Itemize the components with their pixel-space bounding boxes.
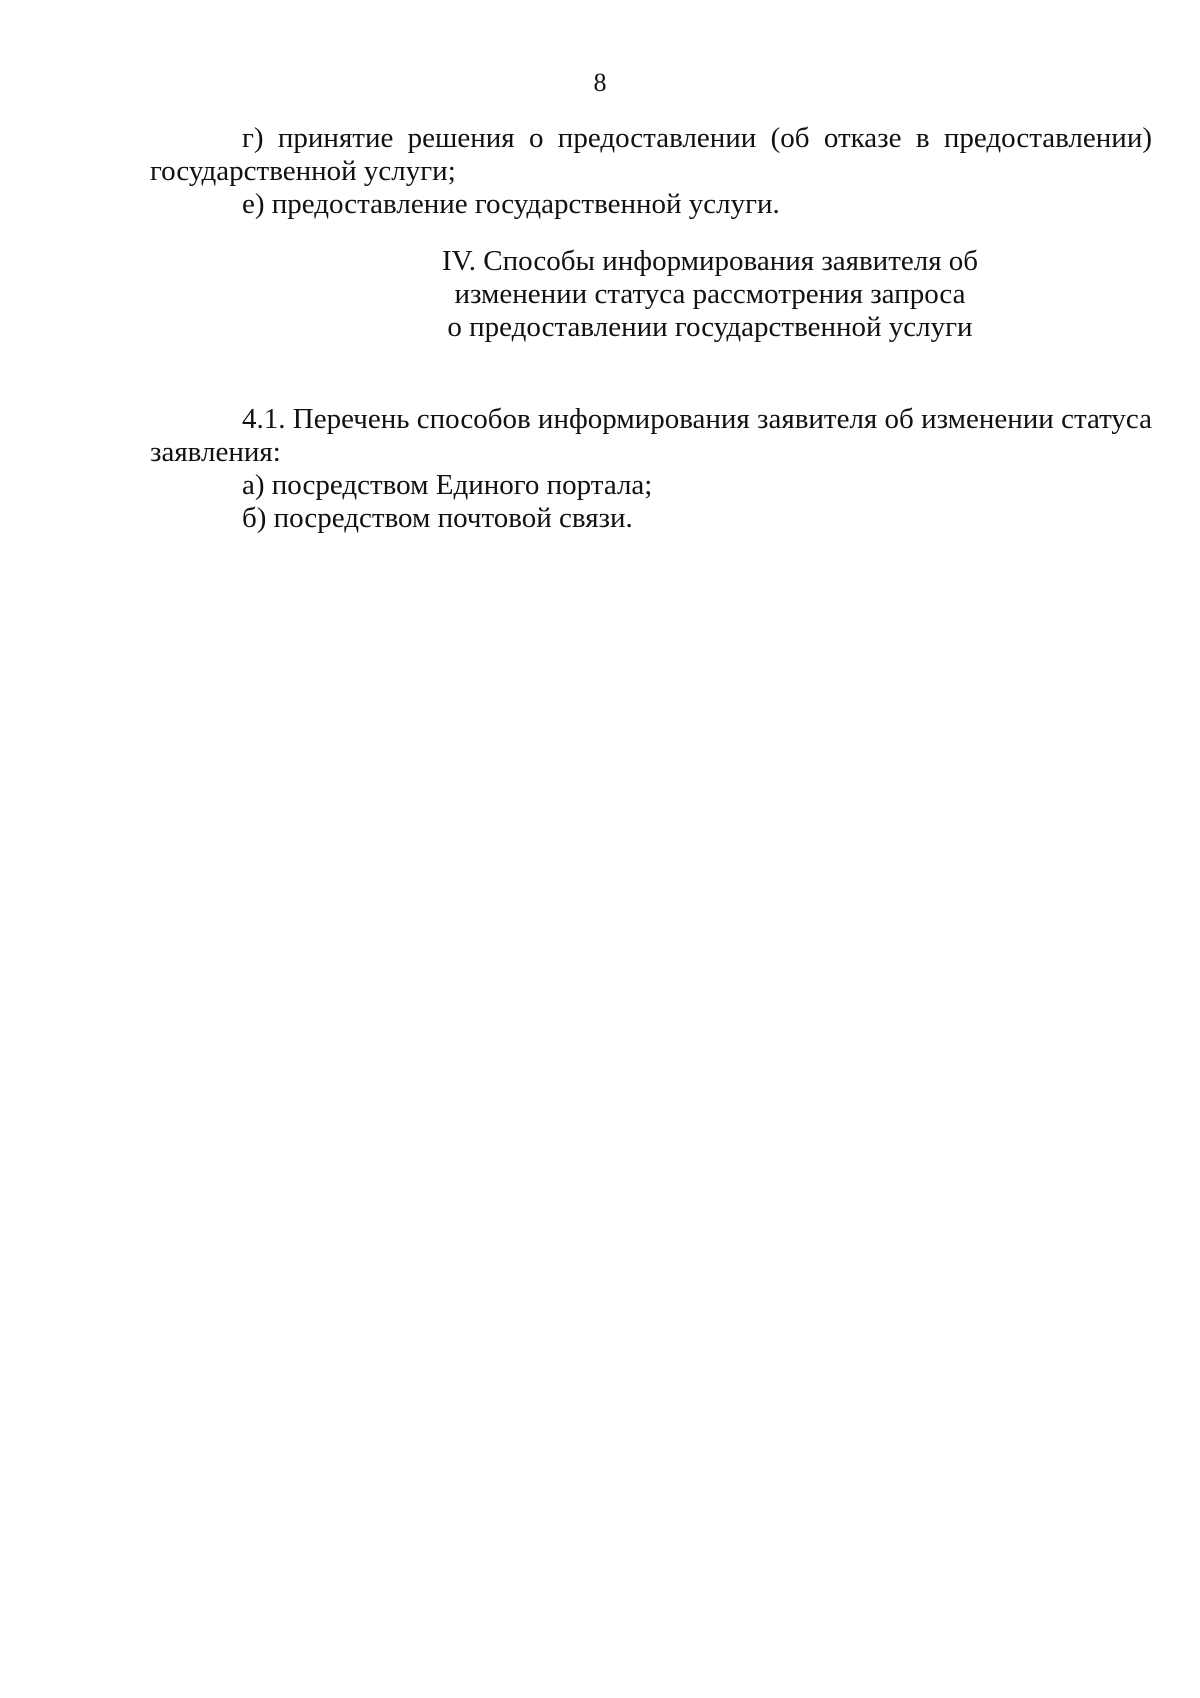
- paragraph-item-e: е) предоставление государственной услуги.: [242, 188, 780, 220]
- section-heading: [420, 245, 1000, 344]
- page-number: 8: [593, 68, 607, 97]
- section-heading-line-2: изменении статуса рассмотрения запроса: [454, 278, 966, 310]
- list-item-a: а) посредством Единого портала;: [242, 469, 653, 501]
- section-heading-line-3: о предоставлении государственной услуги: [447, 311, 973, 343]
- list-item-b: б) посредством почтовой связи.: [242, 502, 633, 534]
- paragraph-item-g: г) принятие решения о предоставлении (об отказе в предоставлении) государственной услуги;: [150, 122, 1152, 187]
- paragraph-4-1: 4.1. Перечень способов информирования заявителя об изменении статуса заявления:: [150, 403, 1152, 468]
- section-heading-line-1: IV. Способы информирования заявителя об: [441, 245, 979, 277]
- text-block-top: [150, 122, 1152, 221]
- text-block-section-4: [150, 403, 1152, 535]
